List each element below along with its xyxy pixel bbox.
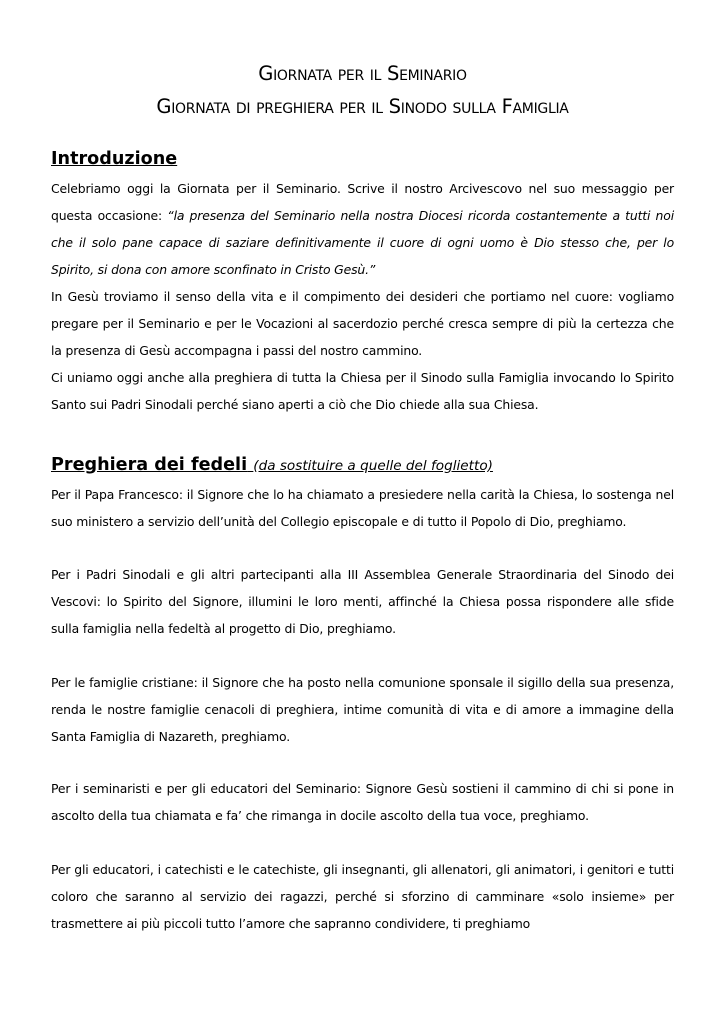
prayer-intention-4: Per i seminaristi e per gli educatori del Seminario: Signore Gesù sostieni il cammino di chi si pone in ascolto della tua chiamata e fa’ che rimanga in docile ascolto della tua voce, preghiamo. bbox=[51, 781, 674, 823]
archbishop-quote: “la presenza del Seminario nella nostra Diocesi ricorda costantemente a tutti noi che il solo pane capace di saziare definitivamente il cuore di ogni uomo è Dio stesso che, per lo Spirito, si dona con amore sconfinato in Cristo Gesù.” bbox=[51, 207, 674, 277]
prayer-intention-1: Per il Papa Francesco: il Signore che lo ha chiamato a presiedere nella carità la Chiesa, lo sostenga nel suo ministero a servizio dell’unità del Collegio episcopale e di tutto il Popolo di Dio, preghiamo. bbox=[51, 487, 674, 529]
document-title: Giornata per il Seminario bbox=[258, 62, 467, 85]
document-title-block bbox=[51, 57, 674, 123]
intro-paragraph-1-text: Celebriamo oggi la Giornata per il Seminario. Scrive il nostro Arcivescovo nel suo messaggio per questa occasione: bbox=[51, 181, 674, 223]
prayers-heading bbox=[51, 454, 493, 477]
prayer-intention-5: Per gli educatori, i catechisti e le catechiste, gli insegnanti, gli allenatori, gli animatori, i genitori e tutti coloro che saranno al servizio dei ragazzi, perché si sforzino di camminare «solo insieme» per trasmettere ai più piccoli tutto l’amore che sapranno condividere, ti preghiamo bbox=[51, 862, 674, 931]
intro-paragraph-2: In Gesù troviamo il senso della vita e il compimento dei desideri che portiamo nel cuore: vogliamo pregare per il Seminario e per le Vocazioni al sacerdozio perché cresca sempre di più la certezza che la presenza di Gesù accompagna i passi del nostro cammino. bbox=[51, 289, 674, 358]
prayer-intention-2: Per i Padri Sinodali e gli altri partecipanti alla III Assemblea Generale Straordinaria del Sinodo dei Vescovi: lo Spirito del Signore, illumini le loro menti, affinché la Chiesa possa rispondere alle sfide sulla famiglia nella fedeltà al progetto di Dio, preghiamo. bbox=[51, 567, 674, 636]
prayers-heading-title: Preghiera dei fedeli bbox=[51, 455, 248, 475]
intro-paragraph-3: Ci uniamo oggi anche alla preghiera di tutta la Chiesa per il Sinodo sulla Famiglia invocando lo Spirito Santo sui Padri Sinodali perché siano aperti a ciò che Dio chiede alla sua Chiesa. bbox=[51, 370, 674, 412]
prayers-heading-note: (da sostituire a quelle del foglietto) bbox=[253, 458, 493, 474]
intro-paragraph-1 bbox=[51, 176, 674, 284]
prayer-intention-3: Per le famiglie cristiane: il Signore che ha posto nella comunione sponsale il sigillo della sua presenza, renda le nostre famiglie cenacoli di preghiera, intime comunità di vita e di amore a immagine della Santa Famiglia di Nazareth, preghiamo. bbox=[51, 675, 674, 744]
intro-heading: Introduzione bbox=[51, 149, 178, 169]
document-subtitle: Giornata di preghiera per il Sinodo sulla Famiglia bbox=[156, 95, 569, 118]
